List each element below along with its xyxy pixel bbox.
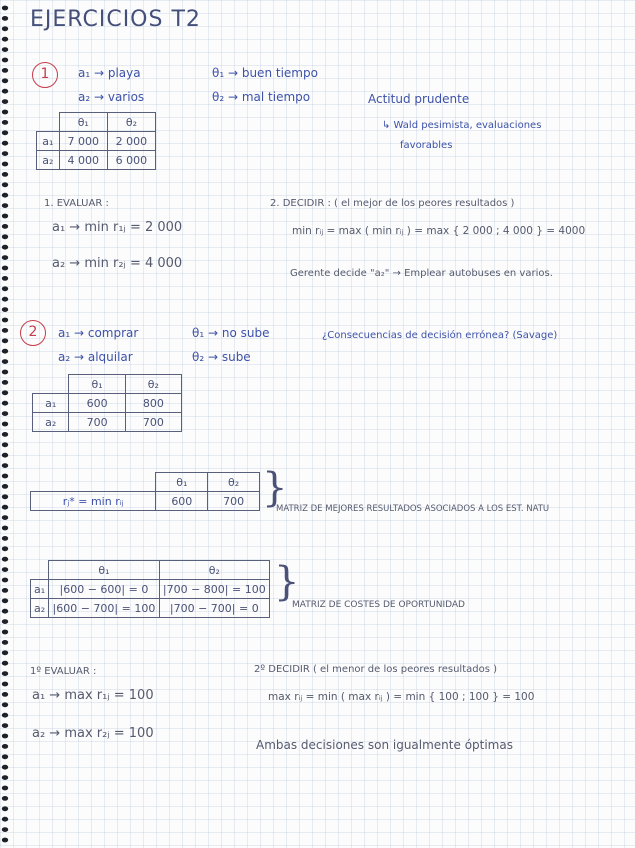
ex1-table-header-cell: θ₁ bbox=[59, 113, 107, 132]
binding-hole bbox=[2, 203, 8, 208]
ex2-step-2: 2º DECIDIR ( el menor de los peores resultados ) bbox=[254, 664, 497, 675]
exercise-2-number: 2 bbox=[20, 320, 46, 346]
binding-hole bbox=[2, 442, 8, 447]
ex1-eval-a2: a₂ → min r₂ⱼ = 4 000 bbox=[52, 256, 183, 271]
binding-hole bbox=[2, 546, 8, 551]
ex2-step-1: 1º EVALUAR : bbox=[30, 666, 97, 677]
binding-hole bbox=[2, 567, 8, 572]
binding-hole bbox=[2, 827, 8, 832]
binding-hole bbox=[2, 422, 8, 427]
ex2-conclusion: Ambas decisiones son igualmente óptimas bbox=[256, 738, 513, 752]
binding-hole bbox=[2, 307, 8, 312]
ex1-state-2: θ₂ → mal tiempo bbox=[212, 90, 311, 104]
ex2-regret-header-cell: θ₁ bbox=[49, 561, 159, 580]
ex2-best-cell: 700 bbox=[208, 492, 260, 511]
ex2-table-cell: 700 bbox=[125, 413, 181, 432]
binding-hole bbox=[2, 474, 8, 479]
ex2-regret-row-label: a₁ bbox=[31, 580, 49, 599]
ex2-regret-cell: |700 − 800| = 100 bbox=[159, 580, 269, 599]
ex2-regret-table bbox=[30, 560, 270, 618]
binding-hole bbox=[2, 806, 8, 811]
binding-hole bbox=[2, 182, 8, 187]
binding-hole bbox=[2, 172, 8, 177]
binding-hole bbox=[2, 526, 8, 531]
ex2-best-row-label: rⱼ* = min rᵢⱼ bbox=[31, 492, 156, 511]
binding-hole bbox=[2, 765, 8, 770]
ex1-step-1: 1. EVALUAR : bbox=[44, 198, 109, 209]
notebook-binding-holes bbox=[0, 0, 16, 848]
binding-hole bbox=[2, 26, 8, 31]
binding-hole bbox=[2, 796, 8, 801]
binding-hole bbox=[2, 588, 8, 593]
binding-hole bbox=[2, 16, 8, 21]
ex2-regret-header-cell bbox=[31, 561, 49, 580]
ex2-table-header-row bbox=[33, 375, 182, 394]
binding-hole bbox=[2, 214, 8, 219]
ex1-table-cell: 2 000 bbox=[107, 132, 155, 151]
ex2-best-header-row bbox=[31, 473, 260, 492]
binding-hole bbox=[2, 328, 8, 333]
binding-hole bbox=[2, 58, 8, 63]
binding-hole bbox=[2, 754, 8, 759]
ex1-table-row-label: a₁ bbox=[37, 132, 60, 151]
binding-hole bbox=[2, 671, 8, 676]
binding-hole bbox=[2, 692, 8, 697]
binding-hole bbox=[2, 536, 8, 541]
ex1-alternative-2: a₂ → varios bbox=[78, 90, 145, 104]
binding-hole bbox=[2, 453, 8, 458]
binding-hole bbox=[2, 505, 8, 510]
binding-hole bbox=[2, 838, 8, 843]
ex2-table-row-label: a₁ bbox=[33, 394, 69, 413]
binding-hole bbox=[2, 120, 8, 125]
ex1-table-row bbox=[37, 132, 156, 151]
ex2-alternative-2: a₂ → alquilar bbox=[58, 350, 133, 364]
binding-hole bbox=[2, 578, 8, 583]
ex1-table-row-label: a₂ bbox=[37, 151, 60, 170]
ex2-best-header-cell: θ₂ bbox=[208, 473, 260, 492]
ex2-eval-a2: a₂ → max r₂ⱼ = 100 bbox=[32, 726, 154, 741]
binding-hole bbox=[2, 463, 8, 468]
binding-hole bbox=[2, 141, 8, 146]
binding-hole bbox=[2, 640, 8, 645]
binding-hole bbox=[2, 234, 8, 239]
binding-hole bbox=[2, 338, 8, 343]
ex2-state-1: θ₁ → no sube bbox=[192, 326, 270, 340]
binding-hole bbox=[2, 370, 8, 375]
binding-hole bbox=[2, 734, 8, 739]
binding-hole bbox=[2, 130, 8, 135]
binding-hole bbox=[2, 151, 8, 156]
ex2-regret-label: MATRIZ DE COSTES DE OPORTUNIDAD bbox=[292, 600, 465, 610]
ex1-table-cell: 7 000 bbox=[59, 132, 107, 151]
binding-hole bbox=[2, 702, 8, 707]
ex2-table-cell: 600 bbox=[69, 394, 125, 413]
ex1-state-1: θ₁ → buen tiempo bbox=[212, 66, 318, 80]
binding-hole bbox=[2, 380, 8, 385]
ex2-payoff-table bbox=[32, 374, 182, 432]
ex2-best-results-table bbox=[30, 472, 260, 511]
ex2-best-header-cell bbox=[31, 473, 156, 492]
binding-hole bbox=[2, 619, 8, 624]
binding-hole bbox=[2, 411, 8, 416]
ex2-eval-a1: a₁ → max r₁ⱼ = 100 bbox=[32, 688, 154, 703]
binding-hole bbox=[2, 68, 8, 73]
binding-hole bbox=[2, 162, 8, 167]
ex2-regret-header-row bbox=[31, 561, 270, 580]
ex1-conclusion: Gerente decide "a₂" → Emplear autobuses en varios. bbox=[290, 268, 553, 279]
ex2-regret-row bbox=[31, 599, 270, 618]
ex2-table-header-cell: θ₁ bbox=[69, 375, 125, 394]
ex2-best-row bbox=[31, 492, 260, 511]
ex1-wald-note-cont: favorables bbox=[400, 140, 453, 151]
ex1-payoff-table bbox=[36, 112, 156, 170]
binding-hole bbox=[2, 359, 8, 364]
binding-hole bbox=[2, 110, 8, 115]
ex2-state-2: θ₂ → sube bbox=[192, 350, 251, 364]
ex1-table-cell: 6 000 bbox=[107, 151, 155, 170]
ex2-regret-row-label: a₂ bbox=[31, 599, 49, 618]
page-title: EJERCICIOS T2 bbox=[30, 7, 201, 32]
binding-hole bbox=[2, 193, 8, 198]
binding-hole bbox=[2, 650, 8, 655]
ex1-table-header-cell bbox=[37, 113, 60, 132]
ex2-table-cell: 700 bbox=[69, 413, 125, 432]
ex2-table-cell: 800 bbox=[125, 394, 181, 413]
ex1-step-2: 2. DECIDIR : ( el mejor de los peores resultados ) bbox=[270, 198, 515, 209]
ex1-eval-a1: a₁ → min r₁ⱼ = 2 000 bbox=[52, 220, 183, 235]
binding-hole bbox=[2, 401, 8, 406]
ex1-alternative-1: a₁ → playa bbox=[78, 66, 141, 80]
binding-hole bbox=[2, 494, 8, 499]
binding-hole bbox=[2, 723, 8, 728]
binding-hole bbox=[2, 255, 8, 260]
binding-hole bbox=[2, 484, 8, 489]
binding-hole bbox=[2, 598, 8, 603]
binding-hole bbox=[2, 99, 8, 104]
exercise-1-number: 1 bbox=[32, 62, 58, 88]
binding-hole bbox=[2, 224, 8, 229]
ex1-table-row bbox=[37, 151, 156, 170]
ex2-regret-brace: } bbox=[274, 559, 300, 605]
binding-hole bbox=[2, 37, 8, 42]
ex2-regret-header-cell: θ₂ bbox=[159, 561, 269, 580]
ex1-wald-note: ↳ Wald pesimista, evaluaciones bbox=[382, 120, 542, 131]
ex2-regret-cell: |600 − 700| = 100 bbox=[49, 599, 159, 618]
ex2-table-row bbox=[33, 394, 182, 413]
binding-hole bbox=[2, 47, 8, 52]
binding-hole bbox=[2, 630, 8, 635]
ex2-decision-formula: max rᵢⱼ = min ( max rᵢⱼ ) = min { 100 ; 100 } = 100 bbox=[268, 691, 535, 703]
binding-hole bbox=[2, 609, 8, 614]
ex1-table-header-cell: θ₂ bbox=[107, 113, 155, 132]
binding-hole bbox=[2, 817, 8, 822]
binding-hole bbox=[2, 557, 8, 562]
binding-hole bbox=[2, 713, 8, 718]
ex2-regret-cell: |700 − 700| = 0 bbox=[159, 599, 269, 618]
binding-hole bbox=[2, 245, 8, 250]
binding-hole bbox=[2, 89, 8, 94]
ex2-best-cell: 600 bbox=[156, 492, 208, 511]
binding-hole bbox=[2, 432, 8, 437]
ex1-table-header-row bbox=[37, 113, 156, 132]
binding-hole bbox=[2, 78, 8, 83]
binding-hole bbox=[2, 6, 8, 11]
ex2-table-header-cell bbox=[33, 375, 69, 394]
binding-hole bbox=[2, 786, 8, 791]
ex2-best-header-cell: θ₁ bbox=[156, 473, 208, 492]
binding-hole bbox=[2, 266, 8, 271]
ex1-table-cell: 4 000 bbox=[59, 151, 107, 170]
ex2-regret-row bbox=[31, 580, 270, 599]
binding-hole bbox=[2, 775, 8, 780]
ex2-best-brace: } bbox=[262, 465, 288, 511]
ex1-attitude: Actitud prudente bbox=[368, 92, 470, 106]
binding-hole bbox=[2, 297, 8, 302]
ex2-alternative-1: a₁ → comprar bbox=[58, 326, 139, 340]
ex2-question: ¿Consecuencias de decisión errónea? (Savage) bbox=[322, 330, 558, 341]
binding-hole bbox=[2, 515, 8, 520]
binding-hole bbox=[2, 286, 8, 291]
binding-hole bbox=[2, 661, 8, 666]
ex2-regret-cell: |600 − 600| = 0 bbox=[49, 580, 159, 599]
ex2-best-label: MATRIZ DE MEJORES RESULTADOS ASOCIADOS A LOS EST. NATU bbox=[276, 504, 550, 514]
ex1-decision-formula: min rᵢⱼ = max ( min rᵢⱼ ) = max { 2 000 ; 4 000 } = 4000 bbox=[292, 225, 586, 237]
binding-hole bbox=[2, 318, 8, 323]
ex2-table-header-cell: θ₂ bbox=[125, 375, 181, 394]
ex2-table-row-label: a₂ bbox=[33, 413, 69, 432]
binding-hole bbox=[2, 682, 8, 687]
binding-hole bbox=[2, 349, 8, 354]
binding-hole bbox=[2, 744, 8, 749]
binding-hole bbox=[2, 276, 8, 281]
binding-hole bbox=[2, 390, 8, 395]
ex2-table-row bbox=[33, 413, 182, 432]
